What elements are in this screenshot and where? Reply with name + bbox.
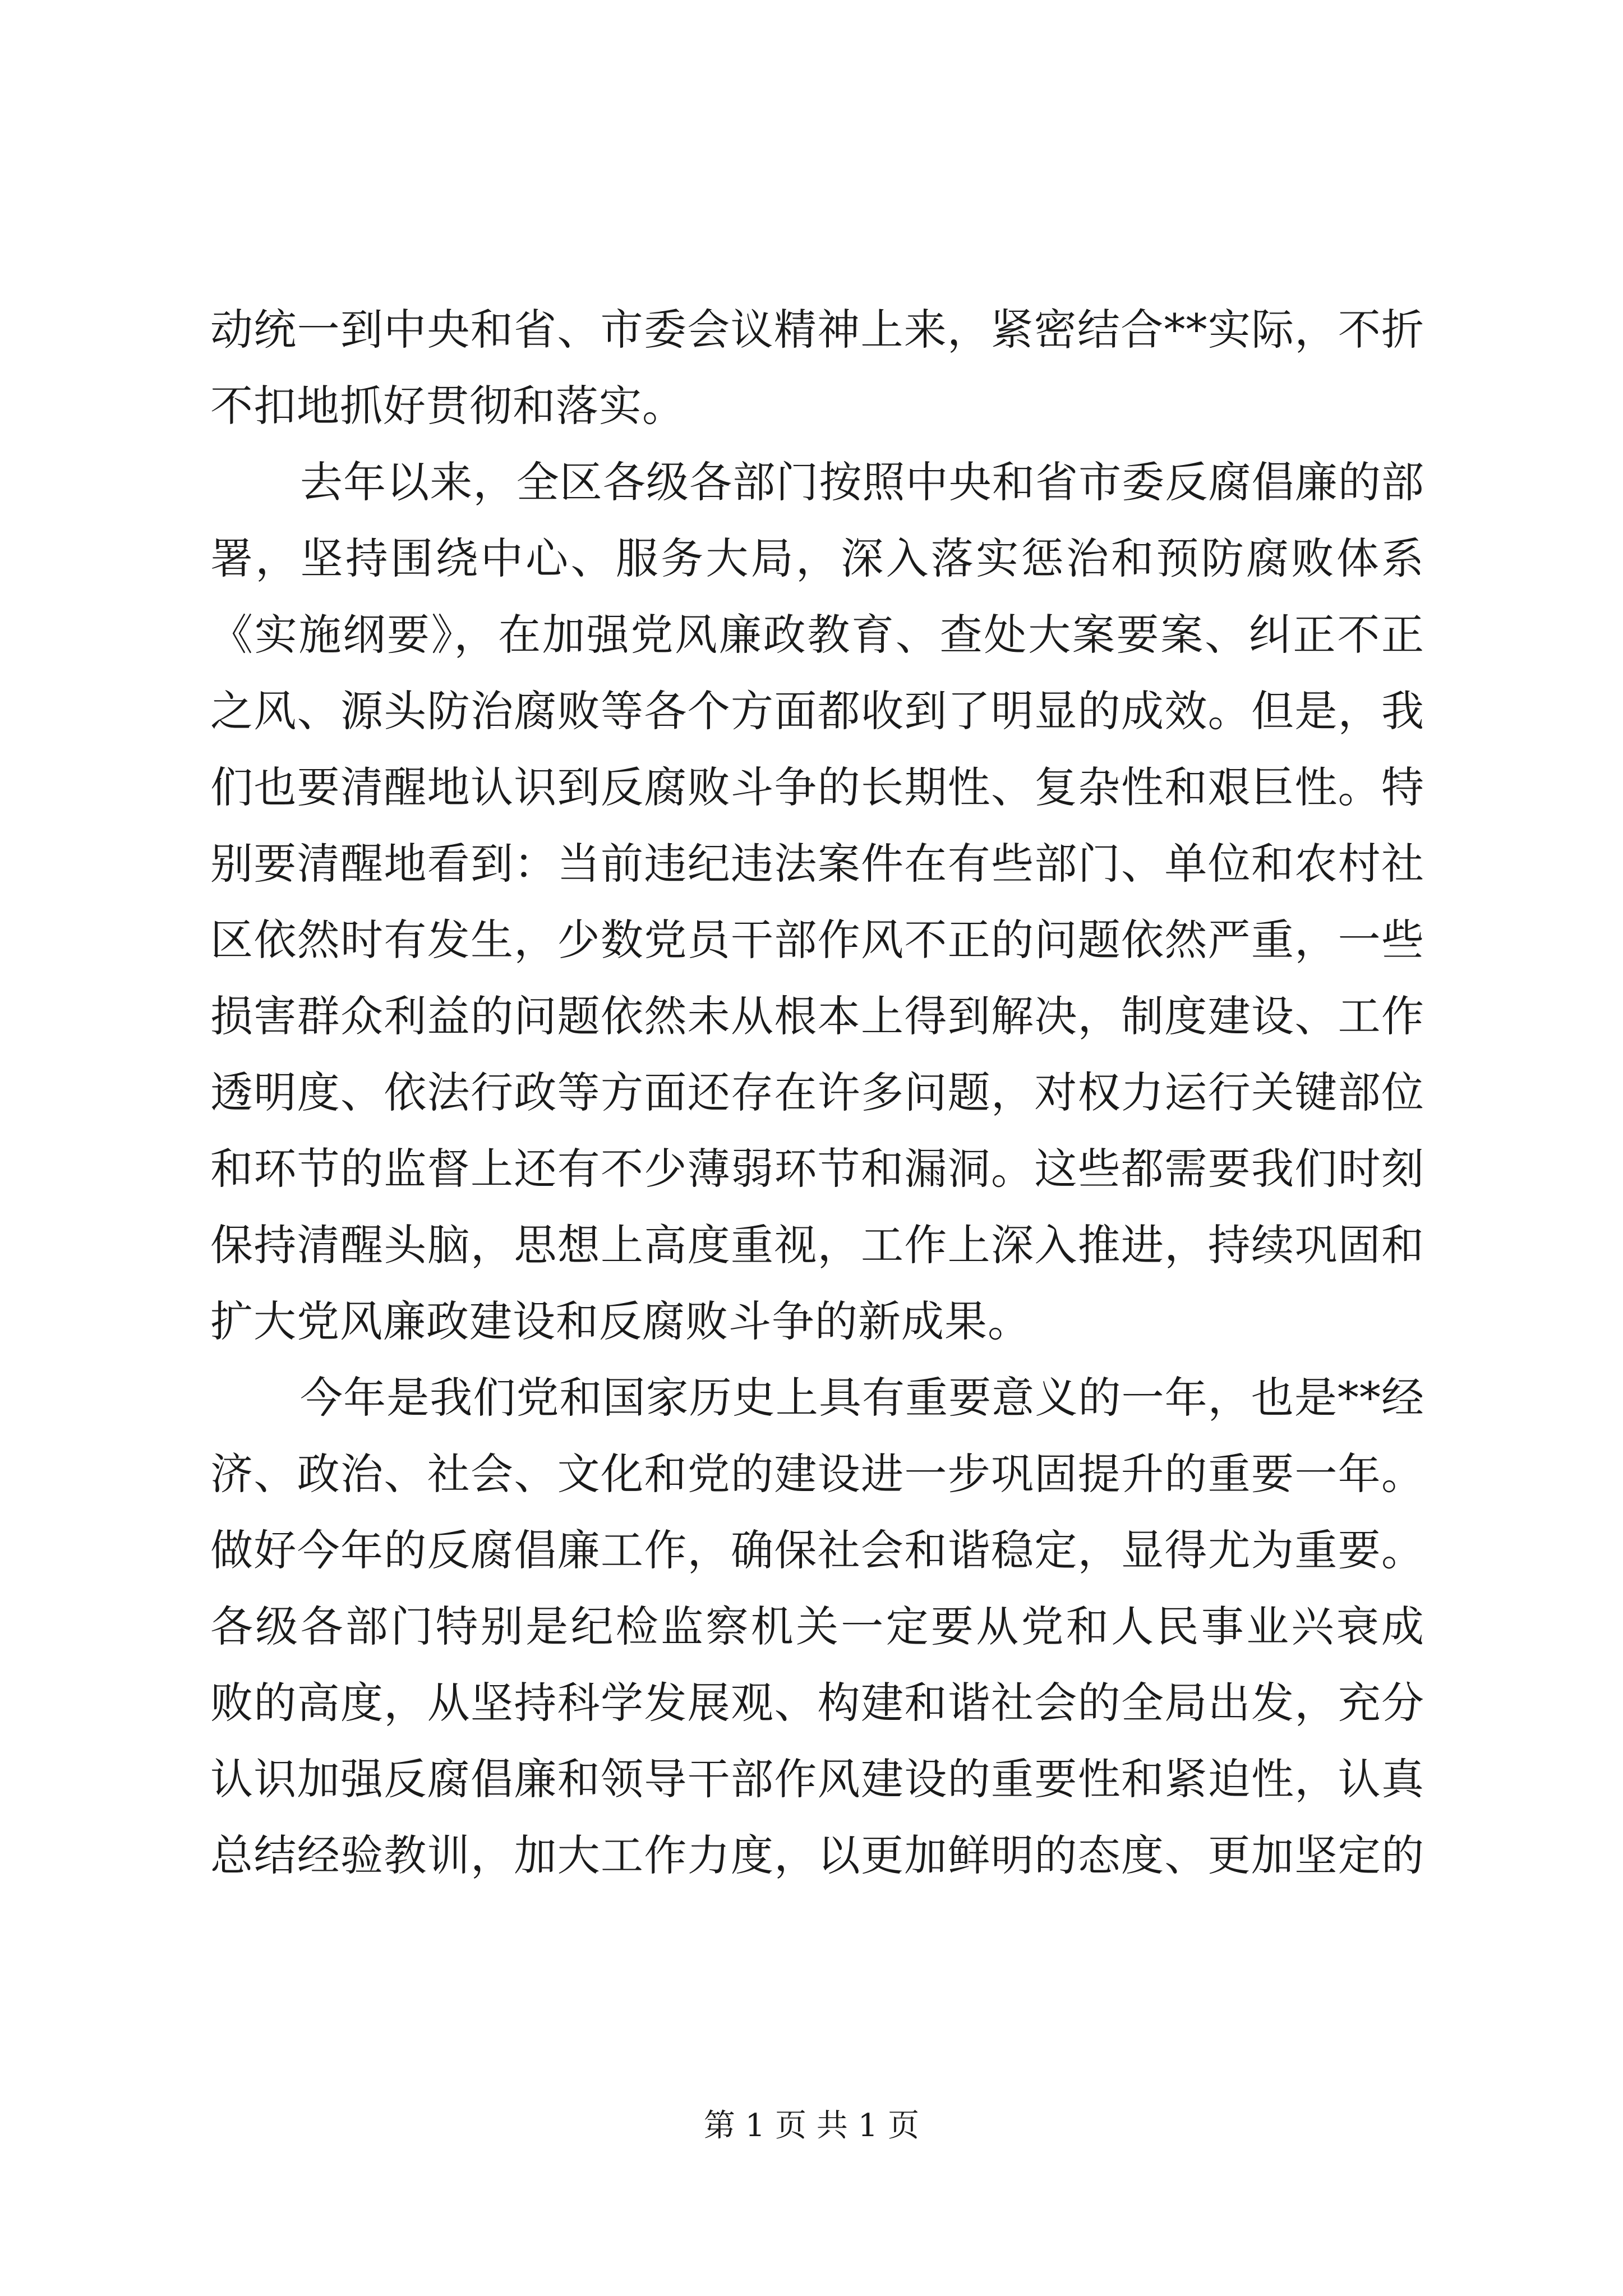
page-number-footer: 第 1 页 共 1 页 [703, 2108, 920, 2144]
text-line: 们也要清醒地认识到反腐败斗争的长期性、复杂性和艰巨性。特 [210, 762, 1424, 812]
paragraph-start-line: 去年以来，全区各级各部门按照中央和省市委反腐倡廉的部 [300, 457, 1424, 507]
document-body [210, 292, 1424, 1894]
text-line: 和环节的监督上还有不少薄弱环节和漏洞。这些都需要我们时刻 [210, 1144, 1424, 1194]
text-line: 济、政治、社会、文化和党的建设进一步巩固提升的重要一年。 [210, 1449, 1424, 1499]
text-line: 各级各部门特别是纪检监察机关一定要从党和人民事业兴衰成 [210, 1602, 1424, 1651]
text-line: 扩大党风廉政建设和反腐败斗争的新成果。 [210, 1296, 1031, 1346]
text-line: 不扣地抓好贯彻和落实。 [210, 381, 685, 431]
text-line: 署，坚持围绕中心、服务大局，深入落实惩治和预防腐败体系 [210, 533, 1424, 583]
text-line: 区依然时有发生，少数党员干部作风不正的问题依然严重，一些 [210, 915, 1424, 965]
text-line: 做好今年的反腐倡廉工作，确保社会和谐稳定，显得尤为重要。 [210, 1525, 1424, 1575]
text-line: 总结经验教训，加大工作力度，以更加鲜明的态度、更加坚定的 [210, 1830, 1424, 1880]
text-line: 之风、源头防治腐败等各个方面都收到了明显的成效。但是，我 [210, 686, 1424, 736]
text-line: 损害群众利益的问题依然未从根本上得到解决，制度建设、工作 [210, 991, 1424, 1041]
text-line: 透明度、依法行政等方面还存在许多问题，对权力运行关键部位 [210, 1068, 1424, 1117]
text-line: 别要清醒地看到：当前违纪违法案件在有些部门、单位和农村社 [210, 839, 1424, 889]
text-line: 认识加强反腐倡廉和领导干部作风建设的重要性和紧迫性，认真 [210, 1754, 1424, 1804]
text-line: 动统一到中央和省、市委会议精神上来，紧密结合**实际，不折 [210, 305, 1424, 355]
text-line: 保持清醒头脑，思想上高度重视，工作上深入推进，持续巩固和 [210, 1220, 1424, 1270]
paragraph-start-line: 今年是我们党和国家历史上具有重要意义的一年，也是**经 [300, 1373, 1424, 1423]
text-line: 败的高度，从坚持科学发展观、构建和谐社会的全局出发，充分 [210, 1678, 1424, 1728]
text-line: 《实施纲要》，在加强党风廉政教育、查处大案要案、纠正不正 [210, 610, 1424, 660]
